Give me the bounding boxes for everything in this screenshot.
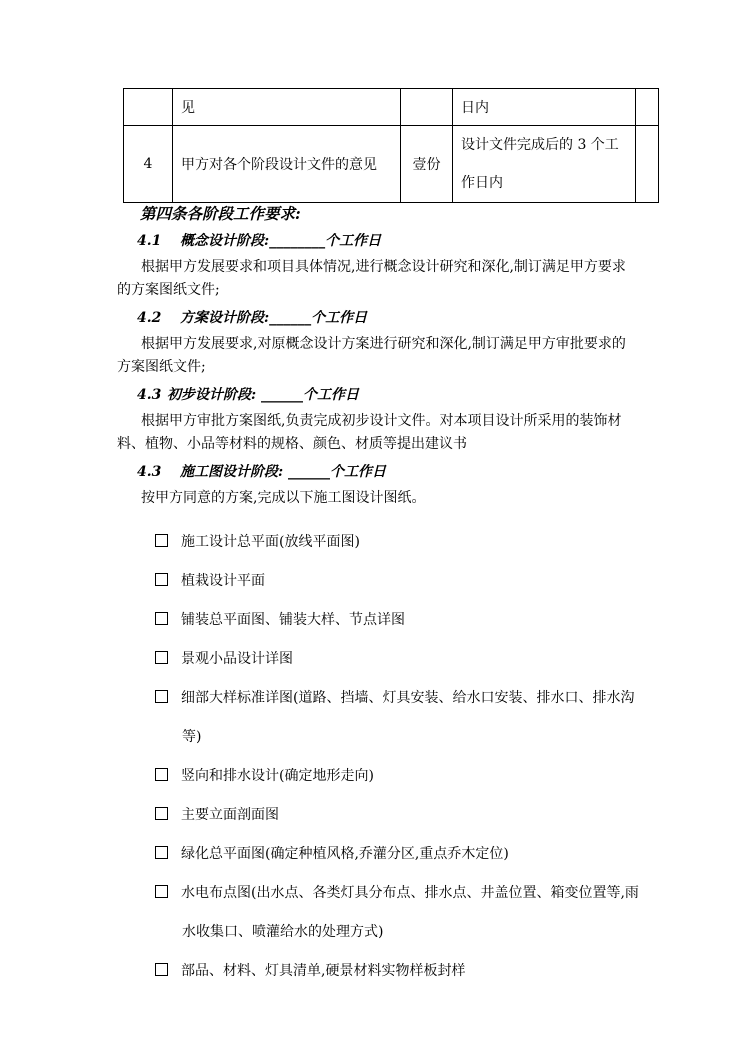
checklist-item bbox=[155, 796, 641, 835]
cell-seq: 4 bbox=[124, 126, 173, 203]
section-heading-4-3-preliminary bbox=[137, 385, 744, 406]
table-row bbox=[124, 126, 659, 203]
checklist-item bbox=[155, 952, 641, 991]
cell-qty: 壹份 bbox=[401, 126, 453, 203]
section-title: 初步设计阶段: ______个工作日 bbox=[167, 387, 360, 403]
section-number: 4.2 bbox=[137, 310, 162, 326]
checkbox[interactable] bbox=[155, 885, 168, 898]
drawing-checklist bbox=[155, 523, 641, 991]
cell-extra bbox=[636, 89, 659, 126]
checklist-label: 部品、材料、灯具清单,硬景材料实物样板封样 bbox=[181, 963, 466, 979]
deliverables-table bbox=[123, 88, 659, 203]
section-heading-4-1 bbox=[137, 231, 744, 252]
section-body: 根据甲方审批方案图纸,负责完成初步设计文件。对本项目设计所采用的装饰材料、植物、小品等材料的规格、颜色、材质等提出建议书 bbox=[117, 413, 622, 452]
cell-extra bbox=[636, 126, 659, 203]
cell-desc: 甲方对各个阶段设计文件的意见 bbox=[173, 126, 401, 203]
cell-qty bbox=[401, 89, 453, 126]
section-number: 4.3 bbox=[137, 387, 162, 403]
checkbox[interactable] bbox=[155, 807, 168, 820]
section-heading-4-3-construction bbox=[137, 462, 744, 483]
checklist-item bbox=[155, 874, 641, 952]
section-number: 4.1 bbox=[137, 233, 162, 249]
checklist-item bbox=[155, 640, 641, 679]
checklist-label: 主要立面剖面图 bbox=[181, 807, 279, 823]
section-number: 4.3 bbox=[137, 464, 162, 480]
checkbox[interactable] bbox=[155, 534, 168, 547]
checkbox[interactable] bbox=[155, 573, 168, 586]
checkbox[interactable] bbox=[155, 846, 168, 859]
checklist-item bbox=[155, 601, 641, 640]
cell-desc: 见 bbox=[173, 89, 401, 126]
checkbox[interactable] bbox=[155, 651, 168, 664]
section-heading-4-2 bbox=[137, 308, 744, 329]
checklist-label: 景观小品设计详图 bbox=[181, 651, 293, 667]
checklist-label: 植栽设计平面 bbox=[181, 573, 265, 589]
section-title: 施工图设计阶段: ______个工作日 bbox=[180, 464, 387, 480]
section-body: 根据甲方发展要求和项目具体情况,进行概念设计研究和深化,制订满足甲方要求的方案图纸文件; bbox=[117, 259, 626, 298]
checkbox[interactable] bbox=[155, 690, 168, 703]
section-body: 按甲方同意的方案,完成以下施工图设计图纸。 bbox=[141, 490, 426, 506]
checklist-item bbox=[155, 679, 641, 757]
checkbox[interactable] bbox=[155, 768, 168, 781]
cell-note: 设计文件完成后的 3 个工作日内 bbox=[453, 126, 636, 203]
checklist-item bbox=[155, 562, 641, 601]
checkbox[interactable] bbox=[155, 963, 168, 976]
checklist-label: 铺装总平面图、铺装大样、节点详图 bbox=[181, 612, 405, 628]
checklist-label: 细部大样标准详图(道路、挡墙、灯具安装、给水口安装、排水口、排水沟等) bbox=[181, 690, 635, 745]
checkbox[interactable] bbox=[155, 612, 168, 625]
cell-note: 日内 bbox=[453, 89, 636, 126]
checklist-item bbox=[155, 757, 641, 796]
section-title: 方案设计阶段:______个工作日 bbox=[180, 310, 368, 326]
cell-seq bbox=[124, 89, 173, 126]
document-body bbox=[0, 203, 744, 991]
checklist-label: 水电布点图(出水点、各类灯具分布点、排水点、井盖位置、箱变位置等,雨水收集口、喷灌给水的处理方式) bbox=[181, 885, 639, 940]
checklist-label: 绿化总平面图(确定种植风格,乔灌分区,重点乔木定位) bbox=[181, 846, 509, 862]
section-body: 根据甲方发展要求,对原概念设计方案进行研究和深化,制订满足甲方审批要求的方案图纸文件; bbox=[117, 336, 626, 375]
checklist-item bbox=[155, 523, 641, 562]
checklist-label: 竖向和排水设计(确定地形走向) bbox=[181, 768, 374, 784]
checklist-item bbox=[155, 835, 641, 874]
table-row bbox=[124, 89, 659, 126]
article-heading: 第四条各阶段工作要求: bbox=[140, 204, 301, 223]
checklist-label: 施工设计总平面(放线平面图) bbox=[181, 534, 360, 550]
section-title: 概念设计阶段:________个工作日 bbox=[180, 233, 382, 249]
